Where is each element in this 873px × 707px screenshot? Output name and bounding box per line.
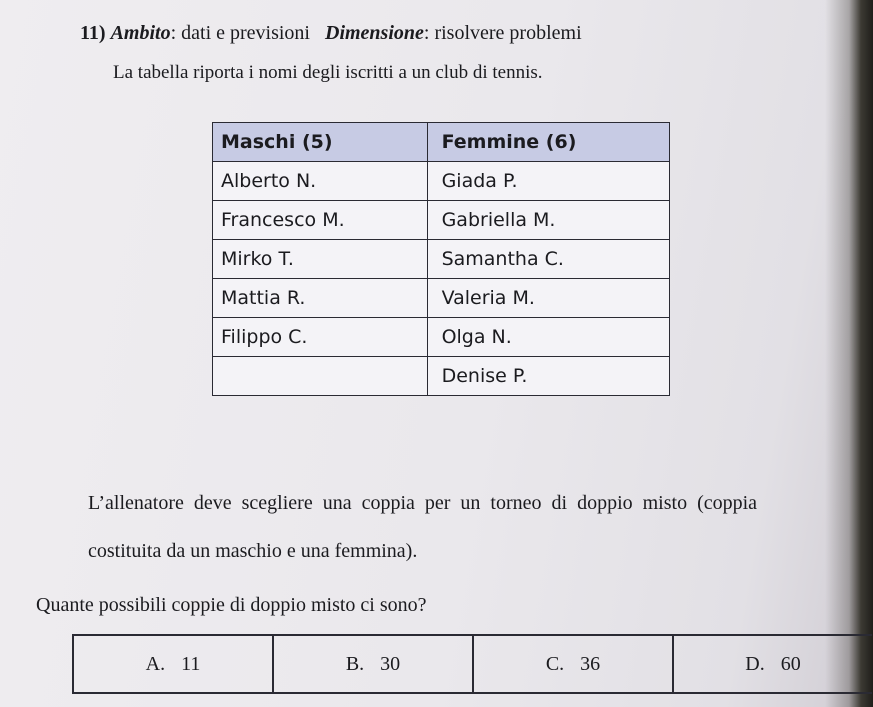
male-name: Mirko T. <box>213 240 428 279</box>
female-name: Giada P. <box>427 162 669 201</box>
answer-options <box>72 634 872 694</box>
female-name: Olga N. <box>427 318 669 357</box>
answer-option-b[interactable] <box>274 636 474 692</box>
female-name: Valeria M. <box>427 279 669 318</box>
question-number: 11) <box>80 22 106 44</box>
table-row <box>213 279 670 318</box>
ambito-label: Ambito <box>110 22 171 44</box>
table-row <box>213 357 670 396</box>
answer-option-d[interactable] <box>674 636 872 692</box>
male-name: Francesco M. <box>213 201 428 240</box>
male-name: Mattia R. <box>213 279 428 318</box>
table-header-row <box>213 123 670 162</box>
answer-letter: A. <box>145 652 166 675</box>
female-name: Denise P. <box>427 357 669 396</box>
dimensione-value: : risolvere problemi <box>423 22 582 44</box>
question-header <box>80 22 582 45</box>
answer-value: 60 <box>780 652 801 675</box>
female-name: Gabriella M. <box>427 201 669 240</box>
question-prompt: Quante possibili coppie di doppio misto ci sono? <box>36 594 427 616</box>
table-row <box>213 318 670 357</box>
table-row <box>213 162 670 201</box>
male-name: Alberto N. <box>213 162 428 201</box>
page-edge-shadow <box>825 0 873 707</box>
ambito-value: : dati e previsioni <box>170 22 310 44</box>
answer-option-a[interactable] <box>74 636 274 692</box>
problem-text-line-2: costituita da un maschio e una femmina). <box>88 540 418 562</box>
answer-letter: D. <box>745 652 765 675</box>
male-name: Filippo C. <box>213 318 428 357</box>
answer-letter: B. <box>345 652 365 675</box>
answer-value: 30 <box>380 652 401 675</box>
answer-option-c[interactable] <box>474 636 674 692</box>
male-name-empty <box>213 357 428 396</box>
female-name: Samantha C. <box>427 240 669 279</box>
header-femmine: Femmine (6) <box>427 123 669 162</box>
header-maschi: Maschi (5) <box>213 123 428 162</box>
intro-text: La tabella riporta i nomi degli iscritti a un club di tennis. <box>113 62 543 83</box>
table-row <box>213 201 670 240</box>
members-table <box>212 122 670 396</box>
answer-value: 11 <box>181 652 201 675</box>
problem-text-line-1: L’allenatore deve scegliere una coppia per un torneo di doppio misto (coppia <box>88 492 758 514</box>
answer-letter: C. <box>545 652 565 675</box>
table-row <box>213 240 670 279</box>
answer-value: 36 <box>580 652 601 675</box>
dimensione-label: Dimensione <box>325 22 424 44</box>
